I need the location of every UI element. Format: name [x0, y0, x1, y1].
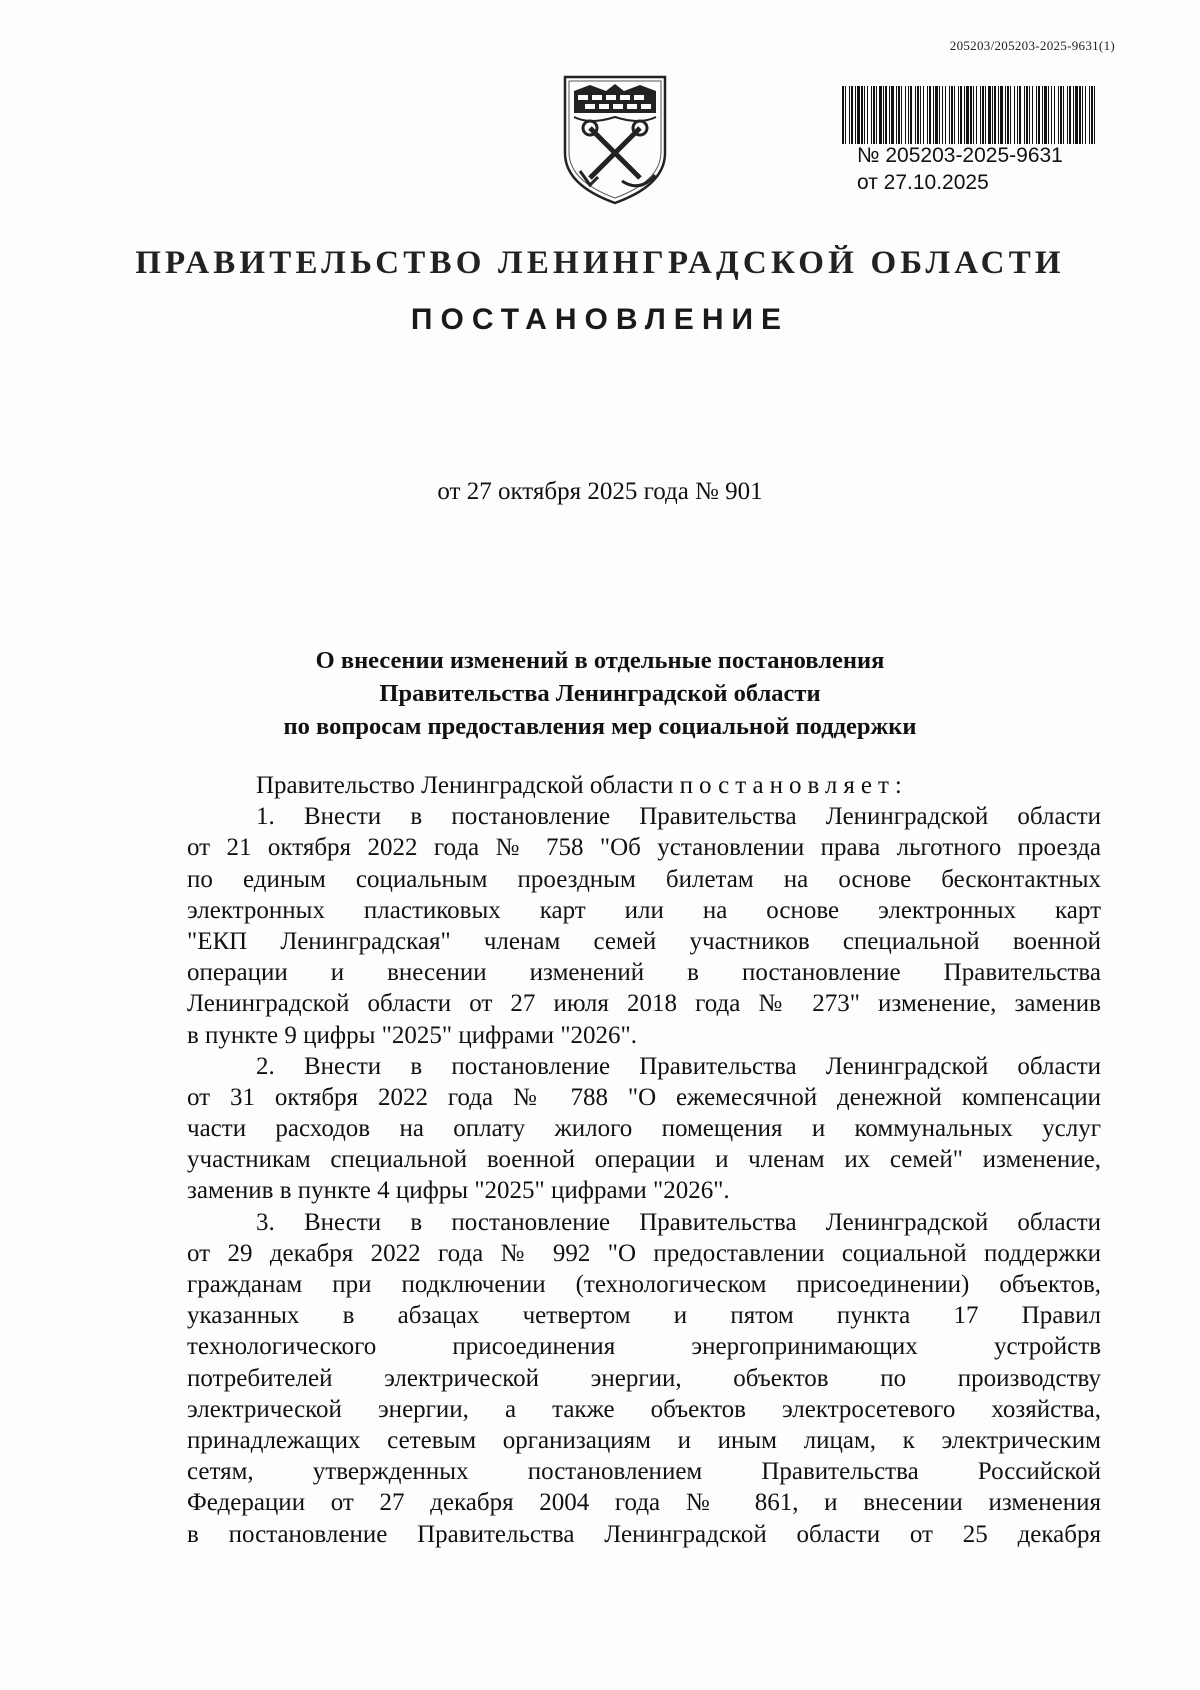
body-line: указанных в абзацах четвертом и пятом пункта 17 Правил — [187, 1302, 1101, 1330]
body-line: в пункте 9 цифры "2025" цифрами "2026". — [187, 1021, 637, 1049]
title-line: по вопросам предоставления мер социальной поддержки — [283, 713, 917, 740]
body-line: принадлежащих сетевым организациям и иным лицам, к электрическим — [187, 1426, 1101, 1454]
body-line: от 31 октября 2022 года № 788 "О ежемесячной денежной компенсации — [187, 1083, 1101, 1111]
resolution-date-line: от 27 октября 2025 года № 901 — [437, 478, 763, 505]
body-line: от 29 декабря 2022 года № 992 "О предоставлении социальной поддержки — [187, 1239, 1101, 1267]
registration-number: 205203/205203-2025-9631(1) — [949, 38, 1115, 53]
document-date: от 27.10.2025 — [857, 171, 989, 194]
body-line: технологического присоединения энергопринимающих устройств — [187, 1333, 1101, 1361]
body-line: 2. Внести в постановление Правительства Ленинградской области — [256, 1052, 1101, 1080]
preamble-text: Правительство Ленинградской области — [256, 772, 680, 799]
coat-of-arms-emblem — [560, 73, 670, 206]
body-line: заменив в пункте 4 цифры "2025" цифрами "2026". — [187, 1177, 730, 1205]
body-line: электрической энергии, а также объектов электросетевого хозяйства, — [187, 1395, 1101, 1423]
body-line: 1. Внести в постановление Правительства Ленинградской области — [256, 803, 1101, 831]
organization-heading: ПРАВИТЕЛЬСТВО ЛЕНИНГРАДСКОЙ ОБЛАСТИ — [135, 245, 1065, 281]
body-line: по единым социальным проездным билетам на основе бесконтактных — [187, 865, 1101, 893]
resolution-body — [187, 770, 1101, 1550]
body-line: от 21 октября 2022 года № 758 "Об установлении права льготного проезда — [187, 834, 1101, 862]
body-line: потребителей электрической энергии, объектов по производству — [187, 1364, 1101, 1392]
body-line: части расходов на оплату жилого помещения и коммунальных услуг — [187, 1115, 1101, 1143]
document-number: № 205203-2025-9631 — [857, 144, 1063, 167]
barcode-image — [842, 86, 1097, 144]
body-line: Федерации от 27 декабря 2004 года № 861, и внесении изменения — [187, 1489, 1101, 1517]
preamble-verb: постановляет: — [679, 772, 908, 799]
body-line: гражданам при подключении (технологическом присоединении) объектов, — [187, 1271, 1101, 1298]
resolution-title — [150, 644, 1050, 743]
body-line: участникам специальной военной операции и членам их семей" изменение, — [187, 1146, 1101, 1174]
body-line: Ленинградской области от 27 июля 2018 года № 273" изменение, заменив — [187, 990, 1101, 1018]
body-line: 3. Внести в постановление Правительства Ленинградской области — [256, 1208, 1101, 1236]
body-line: сетям, утвержденных постановлением Правительства Российской — [187, 1458, 1101, 1486]
preamble-line — [187, 770, 1101, 801]
title-line: Правительства Ленинградской области — [379, 680, 821, 707]
title-line: О внесении изменений в отдельные постановления — [315, 647, 885, 674]
body-line: в постановление Правительства Ленинградской области от 25 декабря — [187, 1520, 1101, 1548]
body-line: электронных пластиковых карт или на основе электронных карт — [187, 896, 1101, 924]
document-type-heading: ПОСТАНОВЛЕНИЕ — [410, 303, 790, 336]
body-line: "ЕКП Ленинградская" членам семей участников специальной военной — [187, 927, 1101, 955]
body-line: операции и внесении изменений в постановление Правительства — [187, 959, 1101, 987]
document-registration-block — [857, 142, 1063, 196]
